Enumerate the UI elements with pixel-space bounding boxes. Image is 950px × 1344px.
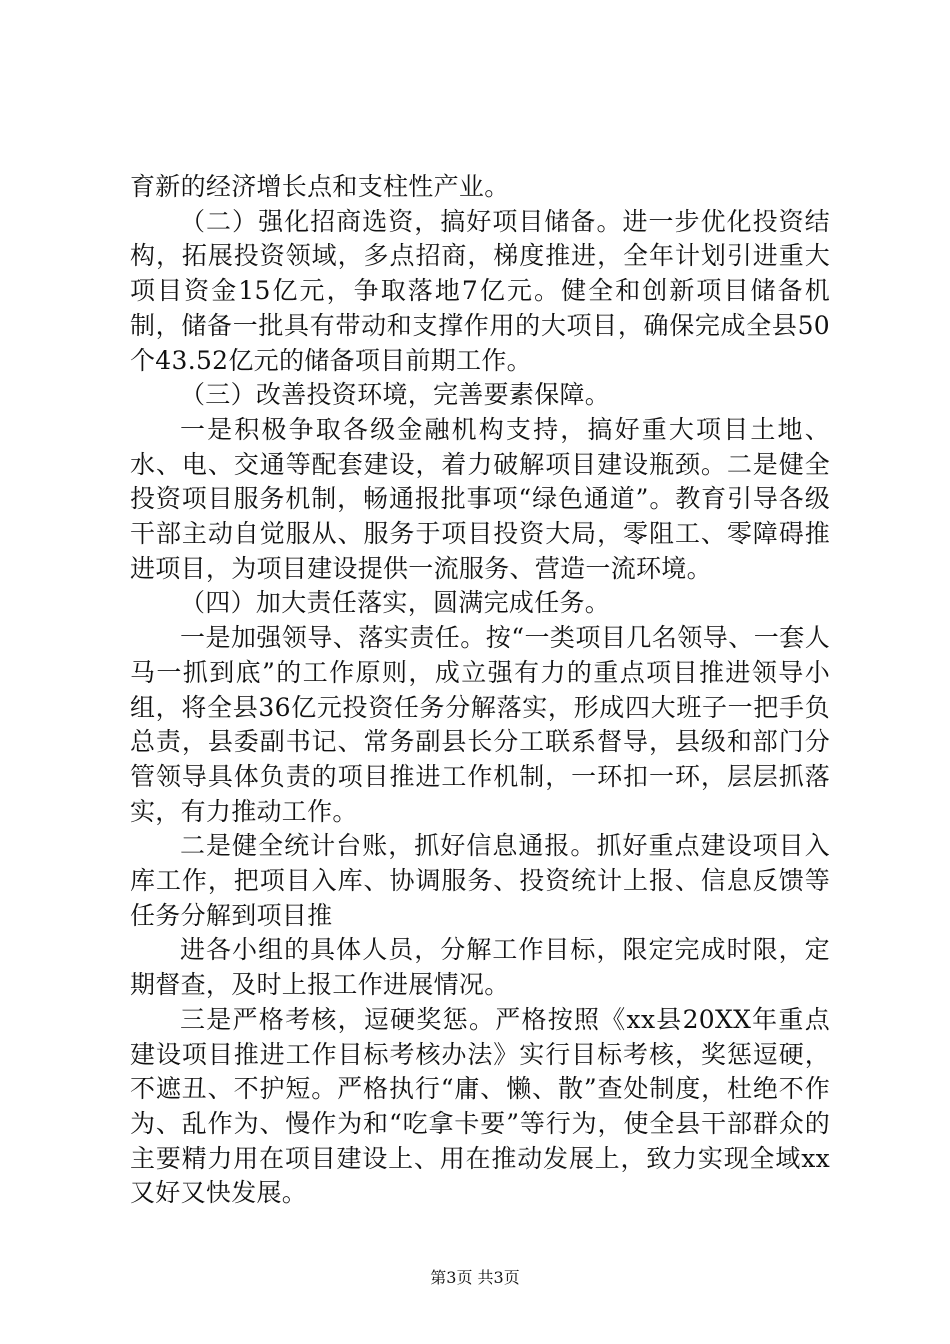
- document-body: [130, 170, 830, 1211]
- paragraph-2: （二）强化招商选资，搞好项目储备。进一步优化投资结构，拓展投资领域，多点招商，梯度推进，全年计划引进重大项目资金15亿元，争取落地7亿元。健全和创新项目储备机制，储备一批具有带动和支撑作用的大项目，确保完成全县50个43.52亿元的储备项目前期工作。: [130, 206, 830, 375]
- paragraph-5: （四）加大责任落实，圆满完成任务。: [180, 588, 611, 618]
- paragraph-7: 二是健全统计台账，抓好信息通报。抓好重点建设项目入库工作，把项目入库、协调服务、投资统计上报、信息反馈等任务分解到项目推: [130, 831, 830, 930]
- paragraph-8: 进各小组的具体人员，分解工作目标，限定完成时限，定期督查，及时上报工作进展情况。: [130, 935, 830, 1000]
- paragraph-4: 一是积极争取各级金融机构支持，搞好重大项目土地、水、电、交通等配套建设，着力破解项目建设瓶颈。二是健全投资项目服务机制，畅通报批事项“绿色通道”。教育引导各级干部主动自觉服从、服务于项目投资大局，零阻工、零障碍推进项目，为项目建设提供一流服务、营造一流环境。: [130, 414, 830, 583]
- paragraph-9: 三是严格考核，逗硬奖惩。严格按照《xx县20XX年重点建设项目推进工作目标考核办法》实行目标考核，奖惩逗硬，不遮丑、不护短。严格执行“庸、懒、散”查处制度，杜绝不作为、乱作为、慢作为和“吃拿卡要”等行为，使全县干部群众的主要精力用在项目建设上、用在推动发展上，致力实现全域xx又好又快发展。: [130, 1004, 830, 1208]
- page-number: 第3页 共3页: [430, 1268, 520, 1287]
- paragraph-1: 育新的经济增长点和支柱性产业。: [130, 172, 510, 201]
- paragraph-3: （三）改善投资环境，完善要素保障。: [180, 380, 611, 410]
- paragraph-6: 一是加强领导、落实责任。按“一类项目几名领导、一套人马一抓到底”的工作原则，成立强有力的重点项目推进领导小组，将全县36亿元投资任务分解落实，形成四大班子一把手负总责，县委副书记、常务副县长分工联系督导，县级和部门分管领导具体负责的项目推进工作机制，一环扣一环，层层抓落实，有力推动工作。: [130, 623, 830, 826]
- page-footer: [0, 1268, 950, 1288]
